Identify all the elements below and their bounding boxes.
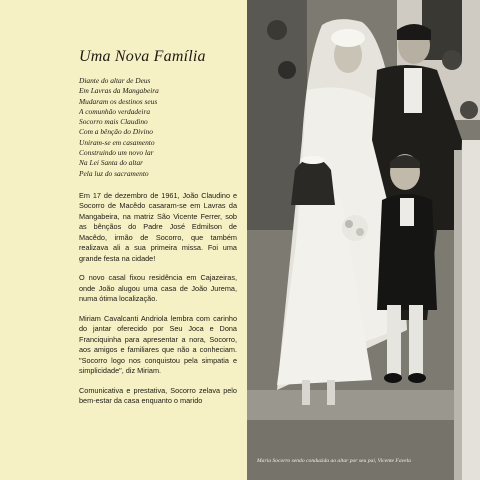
poem-line: Na Lei Santa do altar: [79, 158, 144, 168]
poem-line: Construindo um novo lar: [79, 148, 154, 158]
photo-caption: Maria Socorro sendo conduzida ao altar por seu pai, Vicente Favela: [257, 458, 411, 464]
poem-line: Diante do altar de Deus: [79, 76, 151, 85]
paragraph-dinner: Miriam Cavalcanti Andriola lembra com carinho do jantar oferecido por Seu Joca e Dona Franciquinha para apresentar a nora, Socorro, aos amigos e familiares que não a conheciam. "Socorro logo nos conquistou pela simpatia e simplicidade", diz Miriam.: [79, 313, 237, 376]
poem-line: A comunhão verdadeira: [79, 106, 151, 116]
paragraph-household: Comunicativa e prestativa, Socorro zelava pelo bem-estar da casa enquanto o marido: [79, 385, 237, 406]
poem-line: Com a bênção do Divino: [79, 127, 153, 137]
poem-line: Uniram-se em casamento: [79, 137, 155, 147]
wedding-photo: [247, 0, 480, 480]
poem-line: Mudaram os destinos seus: [79, 96, 158, 106]
article-title: Uma Nova Família: [79, 48, 206, 65]
wedding-photo-illustration: [247, 0, 480, 480]
poem-line: Pela luz do sacramento: [79, 168, 149, 178]
poem-line: Socorro mais Claudino: [79, 117, 148, 127]
paragraph-residence: O novo casal fixou residência em Cajazeiras, onde João alugou uma casa de João Jurema, numa ótima localização.: [79, 273, 237, 304]
paragraph-wedding: Em 17 de dezembro de 1961, João Claudino e Socorro de Macêdo casaram-se em Lavras da Mangabeira, na matriz São Vicente Ferrer, sob as bênçãos do Padre José Edmilson de Macêdo, irmão de Socorro, que também realizava ali a sua primeira missa. Foi uma grande festa na cidade!: [79, 190, 237, 263]
poem: [79, 76, 237, 179]
poem-line: Em Lavras da Mangabeira: [79, 86, 159, 96]
